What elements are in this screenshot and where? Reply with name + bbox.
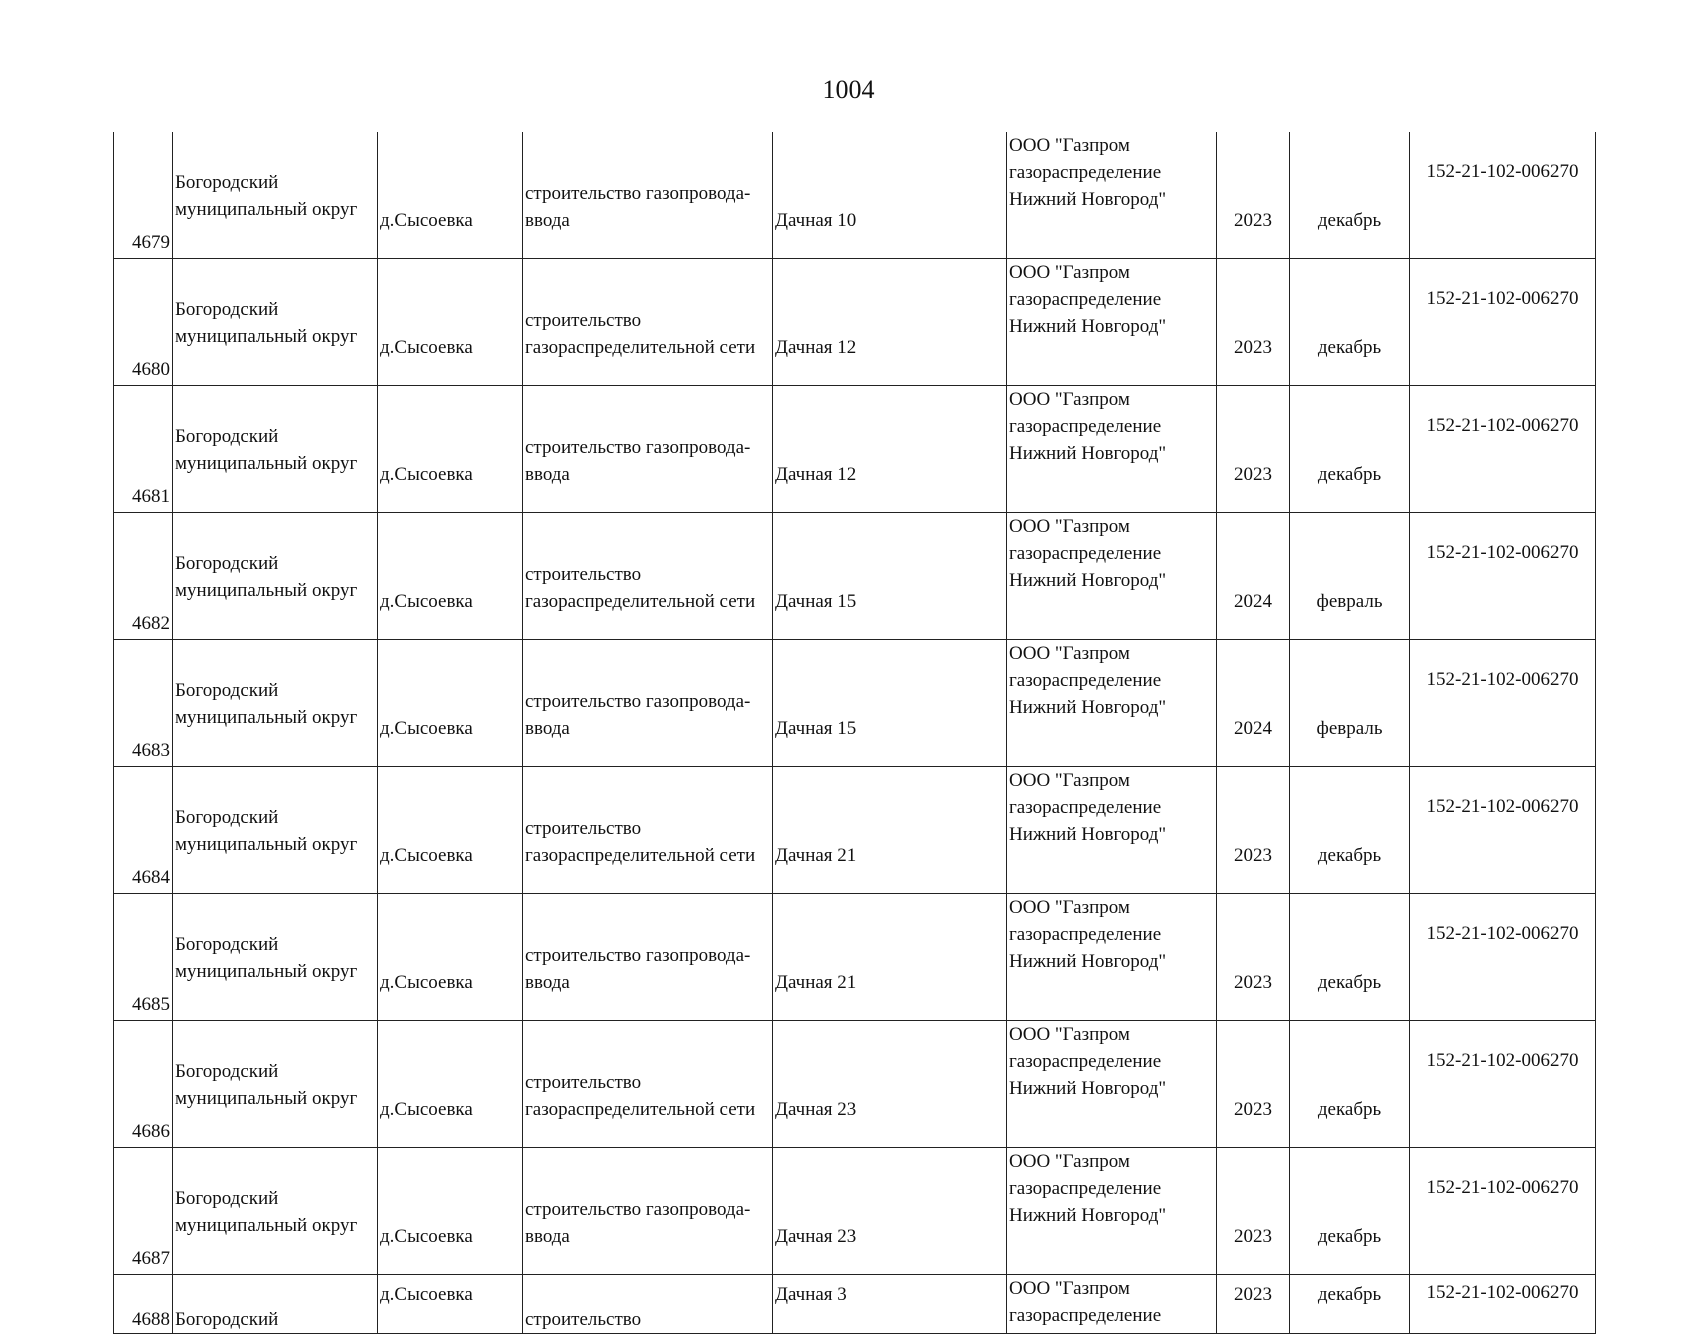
organization-cell-line: газораспределение — [1009, 543, 1162, 564]
district-cell-line: Богородский — [175, 1061, 279, 1082]
work-type-cell — [523, 386, 773, 513]
organization-cell — [1007, 767, 1217, 894]
organization-cell — [1007, 386, 1217, 513]
organization-cell-line: газораспределение — [1009, 670, 1162, 691]
organization-cell-line: Нижний Новгород" — [1009, 1078, 1167, 1099]
district-cell-line: муниципальный округ — [175, 834, 358, 855]
address-cell: Дачная 15 — [773, 640, 1007, 767]
district-cell-line: муниципальный округ — [175, 326, 358, 347]
settlement-cell: д.Сысоевка — [378, 640, 523, 767]
month-cell: февраль — [1290, 513, 1410, 640]
work-type-cell-line: строительство газопровода- — [525, 437, 751, 458]
organization-cell — [1007, 1275, 1217, 1334]
district-cell-line: Богородский — [175, 1188, 279, 1209]
work-type-cell-line: ввода — [525, 718, 570, 739]
work-type-cell-line: строительство — [525, 1072, 642, 1093]
work-type-cell — [523, 640, 773, 767]
year-cell: 2024 — [1217, 640, 1290, 767]
district-cell — [173, 513, 378, 640]
row-number: 4682 — [114, 513, 173, 640]
table-row — [114, 1275, 1596, 1334]
organization-cell — [1007, 513, 1217, 640]
district-cell-line: муниципальный округ — [175, 1088, 358, 1109]
address-cell: Дачная 3 — [773, 1275, 1007, 1334]
row-number: 4685 — [114, 894, 173, 1021]
year-cell: 2023 — [1217, 259, 1290, 386]
work-type-cell — [523, 894, 773, 1021]
organization-cell — [1007, 259, 1217, 386]
organization-cell — [1007, 640, 1217, 767]
organization-cell-line: Нижний Новгород" — [1009, 951, 1167, 972]
district-cell — [173, 1148, 378, 1275]
address-cell: Дачная 21 — [773, 767, 1007, 894]
district-cell-line: муниципальный округ — [175, 199, 358, 220]
organization-cell-line: ООО "Газпром — [1009, 516, 1130, 537]
row-number: 4681 — [114, 386, 173, 513]
registry-code-cell: 152-21-102-006270 — [1410, 513, 1596, 640]
year-cell: 2023 — [1217, 1275, 1290, 1334]
month-cell: декабрь — [1290, 1275, 1410, 1334]
work-type-cell — [523, 1275, 773, 1334]
row-number: 4688 — [114, 1275, 173, 1334]
district-cell-line: Богородский — [175, 299, 279, 320]
organization-cell-line: Нижний Новгород" — [1009, 443, 1167, 464]
district-cell-line: муниципальный округ — [175, 453, 358, 474]
work-type-cell-line: газораспределительной сети — [525, 845, 756, 866]
work-type-cell-line: строительство — [525, 310, 642, 331]
work-type-cell — [523, 767, 773, 894]
district-cell-line: Богородский — [175, 680, 279, 701]
work-type-cell — [523, 1148, 773, 1275]
work-type-cell-line: газораспределительной сети — [525, 1099, 756, 1120]
organization-cell — [1007, 1148, 1217, 1275]
work-type-cell — [523, 513, 773, 640]
address-cell: Дачная 12 — [773, 386, 1007, 513]
table-row — [114, 1148, 1596, 1275]
work-type-cell — [523, 1021, 773, 1148]
year-cell: 2024 — [1217, 513, 1290, 640]
organization-cell-line: ООО "Газпром — [1009, 1151, 1130, 1172]
organization-cell-line: ООО "Газпром — [1009, 389, 1130, 410]
work-type-cell-line: строительство — [525, 818, 642, 839]
address-cell: Дачная 10 — [773, 132, 1007, 259]
month-cell: февраль — [1290, 640, 1410, 767]
registry-code-cell: 152-21-102-006270 — [1410, 132, 1596, 259]
table-row — [114, 259, 1596, 386]
year-cell: 2023 — [1217, 894, 1290, 1021]
district-cell-line: муниципальный округ — [175, 580, 358, 601]
work-type-cell — [523, 132, 773, 259]
month-cell: декабрь — [1290, 767, 1410, 894]
settlement-cell: д.Сысоевка — [378, 386, 523, 513]
address-cell: Дачная 15 — [773, 513, 1007, 640]
address-cell: Дачная 23 — [773, 1148, 1007, 1275]
row-number: 4683 — [114, 640, 173, 767]
organization-cell-line: Нижний Новгород" — [1009, 824, 1167, 845]
organization-cell-line: Нижний Новгород" — [1009, 1205, 1167, 1226]
month-cell: декабрь — [1290, 132, 1410, 259]
organization-cell-line: Нижний Новгород" — [1009, 697, 1167, 718]
organization-cell-line: ООО "Газпром — [1009, 770, 1130, 791]
organization-cell-line: ООО "Газпром — [1009, 1278, 1130, 1299]
year-cell: 2023 — [1217, 386, 1290, 513]
work-type-cell-line: ввода — [525, 464, 570, 485]
organization-cell — [1007, 132, 1217, 259]
table-row — [114, 894, 1596, 1021]
organization-cell-line: газораспределение — [1009, 1305, 1162, 1326]
settlement-cell: д.Сысоевка — [378, 894, 523, 1021]
organization-cell-line: ООО "Газпром — [1009, 897, 1130, 918]
organization-cell-line: газораспределение — [1009, 1178, 1162, 1199]
month-cell: декабрь — [1290, 386, 1410, 513]
registry-code-cell: 152-21-102-006270 — [1410, 767, 1596, 894]
row-number: 4679 — [114, 132, 173, 259]
month-cell: декабрь — [1290, 894, 1410, 1021]
year-cell: 2023 — [1217, 1021, 1290, 1148]
registry-code-cell: 152-21-102-006270 — [1410, 1148, 1596, 1275]
work-type-cell-line: газораспределительной сети — [525, 337, 756, 358]
organization-cell-line: ООО "Газпром — [1009, 643, 1130, 664]
address-cell: Дачная 21 — [773, 894, 1007, 1021]
row-number: 4684 — [114, 767, 173, 894]
page-number: 1004 — [822, 75, 875, 104]
organization-cell — [1007, 894, 1217, 1021]
table-row — [114, 132, 1596, 259]
district-cell-line: муниципальный округ — [175, 707, 358, 728]
registry-code-cell: 152-21-102-006270 — [1410, 894, 1596, 1021]
district-cell — [173, 132, 378, 259]
settlement-cell: д.Сысоевка — [378, 1148, 523, 1275]
settlement-cell: д.Сысоевка — [378, 1275, 523, 1334]
row-number: 4680 — [114, 259, 173, 386]
settlement-cell: д.Сысоевка — [378, 767, 523, 894]
district-cell-line: Богородский — [175, 172, 279, 193]
district-cell-line: Богородский — [175, 934, 279, 955]
work-type-cell-line: ввода — [525, 1226, 570, 1247]
month-cell: декабрь — [1290, 1148, 1410, 1275]
work-type-cell-line: строительство газопровода- — [525, 1199, 751, 1220]
month-cell: декабрь — [1290, 1021, 1410, 1148]
row-number: 4687 — [114, 1148, 173, 1275]
district-cell — [173, 1021, 378, 1148]
address-cell: Дачная 12 — [773, 259, 1007, 386]
district-cell — [173, 386, 378, 513]
district-cell-line: Богородский — [175, 553, 279, 574]
registry-code-cell: 152-21-102-006270 — [1410, 386, 1596, 513]
registry-code-cell: 152-21-102-006270 — [1410, 259, 1596, 386]
table-row — [114, 1021, 1596, 1148]
registry-code-cell: 152-21-102-006270 — [1410, 640, 1596, 767]
district-cell — [173, 640, 378, 767]
registry-code-cell: 152-21-102-006270 — [1410, 1275, 1596, 1334]
organization-cell-line: газораспределение — [1009, 1051, 1162, 1072]
organization-cell-line: ООО "Газпром — [1009, 1024, 1130, 1045]
row-number: 4686 — [114, 1021, 173, 1148]
district-cell-line: Богородский — [175, 426, 279, 447]
projects-table — [113, 132, 1596, 1334]
settlement-cell: д.Сысоевка — [378, 1021, 523, 1148]
month-cell: декабрь — [1290, 259, 1410, 386]
organization-cell-line: ООО "Газпром — [1009, 262, 1130, 283]
district-cell-line: муниципальный округ — [175, 1215, 358, 1236]
organization-cell-line: Нижний Новгород" — [1009, 316, 1167, 337]
organization-cell-line: газораспределение — [1009, 924, 1162, 945]
organization-cell-line: Нижний Новгород" — [1009, 570, 1167, 591]
district-cell-line: Богородский — [175, 1309, 279, 1330]
settlement-cell: д.Сысоевка — [378, 259, 523, 386]
table-row — [114, 767, 1596, 894]
work-type-cell-line: строительство газопровода- — [525, 183, 751, 204]
district-cell-line: Богородский — [175, 807, 279, 828]
district-cell — [173, 259, 378, 386]
organization-cell — [1007, 1021, 1217, 1148]
district-cell — [173, 1275, 378, 1334]
work-type-cell-line: ввода — [525, 210, 570, 231]
work-type-cell — [523, 259, 773, 386]
district-cell — [173, 767, 378, 894]
organization-cell-line: ООО "Газпром — [1009, 135, 1130, 156]
work-type-cell-line: газораспределительной сети — [525, 591, 756, 612]
table-row — [114, 513, 1596, 640]
work-type-cell-line: строительство — [525, 1309, 642, 1330]
district-cell — [173, 894, 378, 1021]
year-cell: 2023 — [1217, 1148, 1290, 1275]
work-type-cell-line: строительство газопровода- — [525, 691, 751, 712]
table-row — [114, 640, 1596, 767]
organization-cell-line: газораспределение — [1009, 289, 1162, 310]
organization-cell-line: Нижний Новгород" — [1009, 189, 1167, 210]
table-row — [114, 386, 1596, 513]
organization-cell-line: газораспределение — [1009, 162, 1162, 183]
settlement-cell: д.Сысоевка — [378, 513, 523, 640]
registry-code-cell: 152-21-102-006270 — [1410, 1021, 1596, 1148]
year-cell: 2023 — [1217, 132, 1290, 259]
settlement-cell: д.Сысоевка — [378, 132, 523, 259]
work-type-cell-line: ввода — [525, 972, 570, 993]
address-cell: Дачная 23 — [773, 1021, 1007, 1148]
work-type-cell-line: строительство газопровода- — [525, 945, 751, 966]
work-type-cell-line: строительство — [525, 564, 642, 585]
organization-cell-line: газораспределение — [1009, 797, 1162, 818]
district-cell-line: муниципальный округ — [175, 961, 358, 982]
year-cell: 2023 — [1217, 767, 1290, 894]
organization-cell-line: газораспределение — [1009, 416, 1162, 437]
